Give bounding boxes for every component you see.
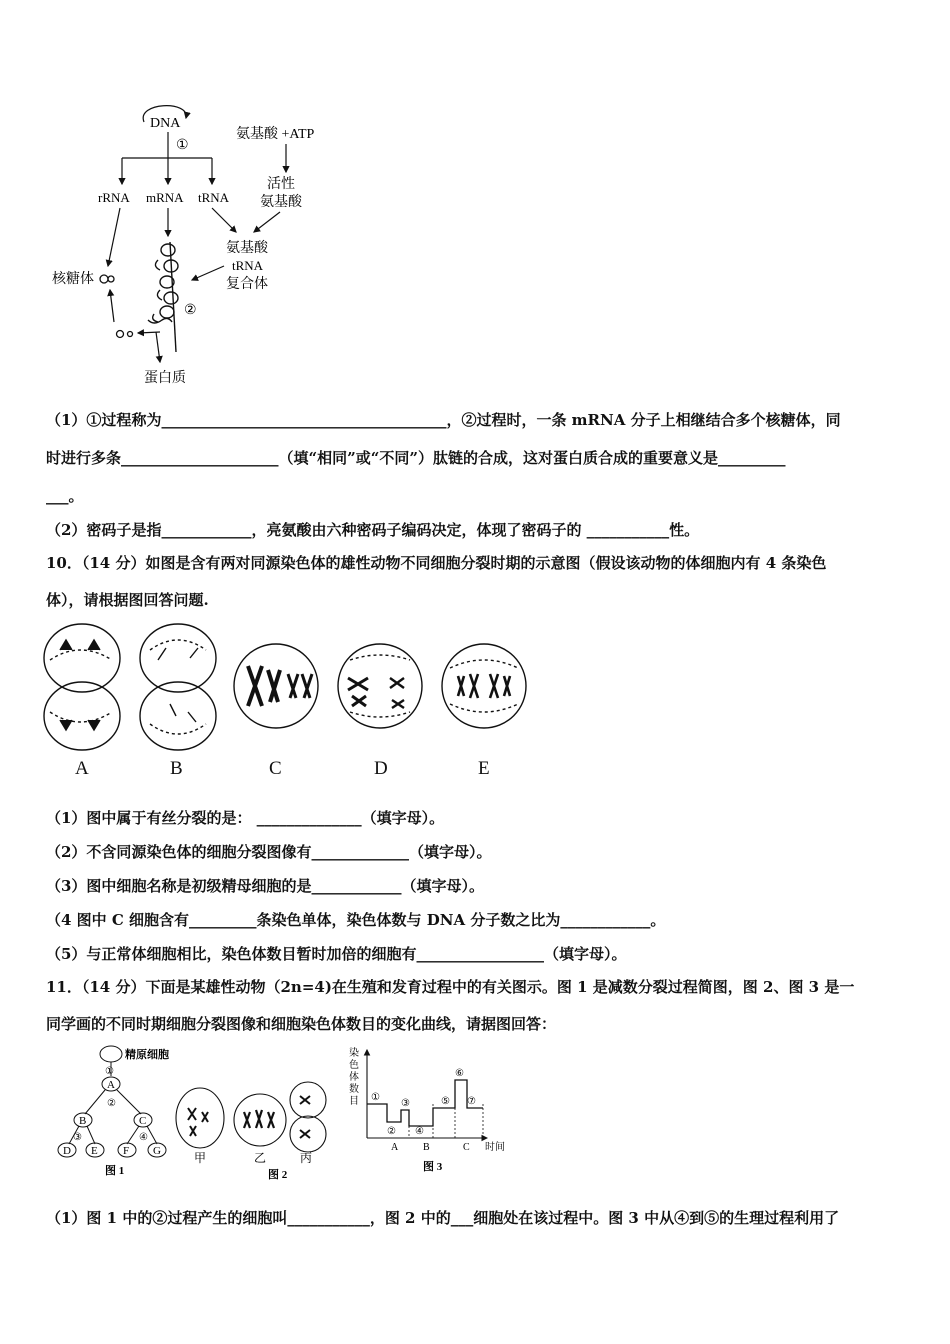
- fig3-phase7: ⑦: [467, 1096, 476, 1107]
- fig1-step4: ④: [139, 1132, 148, 1143]
- q10-sub3: （3）图中细胞名称是初级精母细胞的是____________（填字母）。: [46, 877, 484, 895]
- fig1-e: E: [91, 1145, 98, 1157]
- figure-3-chromosome-curve: [345, 1044, 520, 1180]
- cell-e: [442, 644, 526, 728]
- fig1-step1: ①: [105, 1066, 114, 1077]
- mrna-label: mRNA: [146, 190, 184, 205]
- fig1-a: A: [107, 1079, 115, 1091]
- cell-label-d: D: [374, 758, 388, 779]
- trna-label: tRNA: [198, 190, 230, 205]
- fig3-phase4: ④: [415, 1126, 424, 1137]
- fig3-x-c: C: [463, 1142, 470, 1153]
- q10-sub5: （5）与正常体细胞相比，染色体数目暂时加倍的细胞有_________________（填字母）。: [46, 945, 627, 963]
- ribosome-label: 核糖体: [52, 272, 94, 287]
- q10-sub4: （4 图中 C 细胞含有_________条染色单体，染色体数与 DNA 分子数之比为____________。: [46, 911, 666, 929]
- cell-label-a: A: [75, 758, 89, 779]
- fig1-c: C: [139, 1115, 147, 1127]
- q11-sub1: （1）图 1 中的②过程产生的细胞叫___________，图 2 中的___细胞处在该过程中。图 3 中从④到⑤的生理过程利用了: [46, 1209, 840, 1227]
- complex-label-2: tRNA: [232, 258, 264, 273]
- polysome: [148, 242, 178, 352]
- amino-acid-atp-label: 氨基酸 +ATP: [236, 127, 315, 142]
- complex-label-1: 氨基酸: [226, 241, 268, 256]
- fig3-phase6: ⑥: [455, 1068, 464, 1079]
- fig1-b: B: [79, 1115, 87, 1127]
- cell-label-b: B: [170, 758, 183, 779]
- fig3-ylabel-4: 数: [349, 1084, 359, 1095]
- q9-line1: （1）①过程称为______________________________________，②过程时，一条 mRNA 分子上相继结合多个核糖体，同: [46, 411, 841, 429]
- active-aa-label-1: 活性: [267, 177, 295, 192]
- fig2-bing: 丙: [300, 1151, 313, 1165]
- fig1-f: F: [123, 1145, 130, 1157]
- fig1-top-label: 精原细胞: [125, 1049, 169, 1061]
- fig2-jia: 甲: [194, 1151, 207, 1165]
- fig1-step3: ③: [73, 1132, 82, 1143]
- fig3-x-time: 时间: [485, 1142, 505, 1153]
- fig3-caption: 图 3: [423, 1161, 443, 1173]
- fig1-d: D: [63, 1145, 71, 1157]
- protein-label: 蛋白质: [144, 371, 186, 386]
- cell-c: [234, 644, 318, 728]
- fig3-phase1: ①: [371, 1092, 380, 1103]
- q10-heading-2: 体），请根据图回答问题.: [46, 591, 209, 609]
- cell-division-figure: [40, 620, 540, 790]
- fig3-ylabel-2: 色: [349, 1060, 359, 1071]
- fig3-ylabel-5: 目: [349, 1096, 359, 1107]
- cell-label-e: E: [478, 758, 490, 779]
- fig1-caption: 图 1: [105, 1165, 125, 1177]
- q10-sub1: （1）图中属于有丝分裂的是： ______________（填字母）。: [46, 809, 445, 827]
- active-aa-label-2: 氨基酸: [260, 195, 302, 210]
- q9-line4: （2）密码子是指____________，亮氨酸由六种密码子编码决定，体现了密码子的 ___________性。: [46, 521, 700, 539]
- step1-marker: ①: [176, 138, 189, 153]
- fig1-g: G: [153, 1145, 161, 1157]
- q11-heading-1: 11．（14 分）下面是某雄性动物（2n=4)在生殖和发育过程中的有关图示。图 1 是减数分裂过程简图，图 2、图 3 是一: [46, 978, 855, 996]
- q11-heading-2: 同学画的不同时期细胞分裂图像和细胞染色体数目的变化曲线，请据图回答：: [46, 1015, 557, 1033]
- figure-2-cells: [172, 1076, 332, 1180]
- fig3-x-a: A: [391, 1142, 399, 1153]
- q10-sub2: （2）不含同源染色体的细胞分裂图像有_____________（填字母）。: [46, 843, 492, 861]
- fig3-ylabel-3: 体: [349, 1072, 359, 1083]
- cell-label-c: C: [269, 758, 282, 779]
- translation-diagram: [40, 100, 360, 400]
- fig3-phase5: ⑤: [441, 1096, 450, 1107]
- q9-line3: ___。: [46, 487, 84, 505]
- fig1-step2: ②: [107, 1098, 116, 1109]
- fig3-x-b: B: [423, 1142, 430, 1153]
- figure-1-meiosis-tree: [55, 1044, 175, 1180]
- cell-a: [44, 624, 120, 750]
- fig2-yi: 乙: [254, 1151, 267, 1165]
- fig3-phase3: ③: [401, 1098, 410, 1109]
- fig3-phase2: ②: [387, 1126, 396, 1137]
- complex-label-3: 复合体: [226, 277, 268, 292]
- cell-b: [140, 624, 216, 750]
- dna-label: DNA: [150, 116, 181, 131]
- fig2-caption: 图 2: [268, 1169, 288, 1180]
- fig3-ylabel-1: 染: [349, 1048, 359, 1059]
- q9-line2: 时进行多条_____________________（填“相同”或“不同”）肽链的合成，这对蛋白质合成的重要意义是_________: [46, 449, 786, 467]
- q10-heading-1: 10．（14 分）如图是含有两对同源染色体的雄性动物不同细胞分裂时期的示意图（假设该动物的体细胞内有 4 条染色: [46, 554, 827, 572]
- step2-marker: ②: [184, 303, 197, 318]
- cell-d: [338, 644, 422, 728]
- rrna-label: rRNA: [98, 190, 130, 205]
